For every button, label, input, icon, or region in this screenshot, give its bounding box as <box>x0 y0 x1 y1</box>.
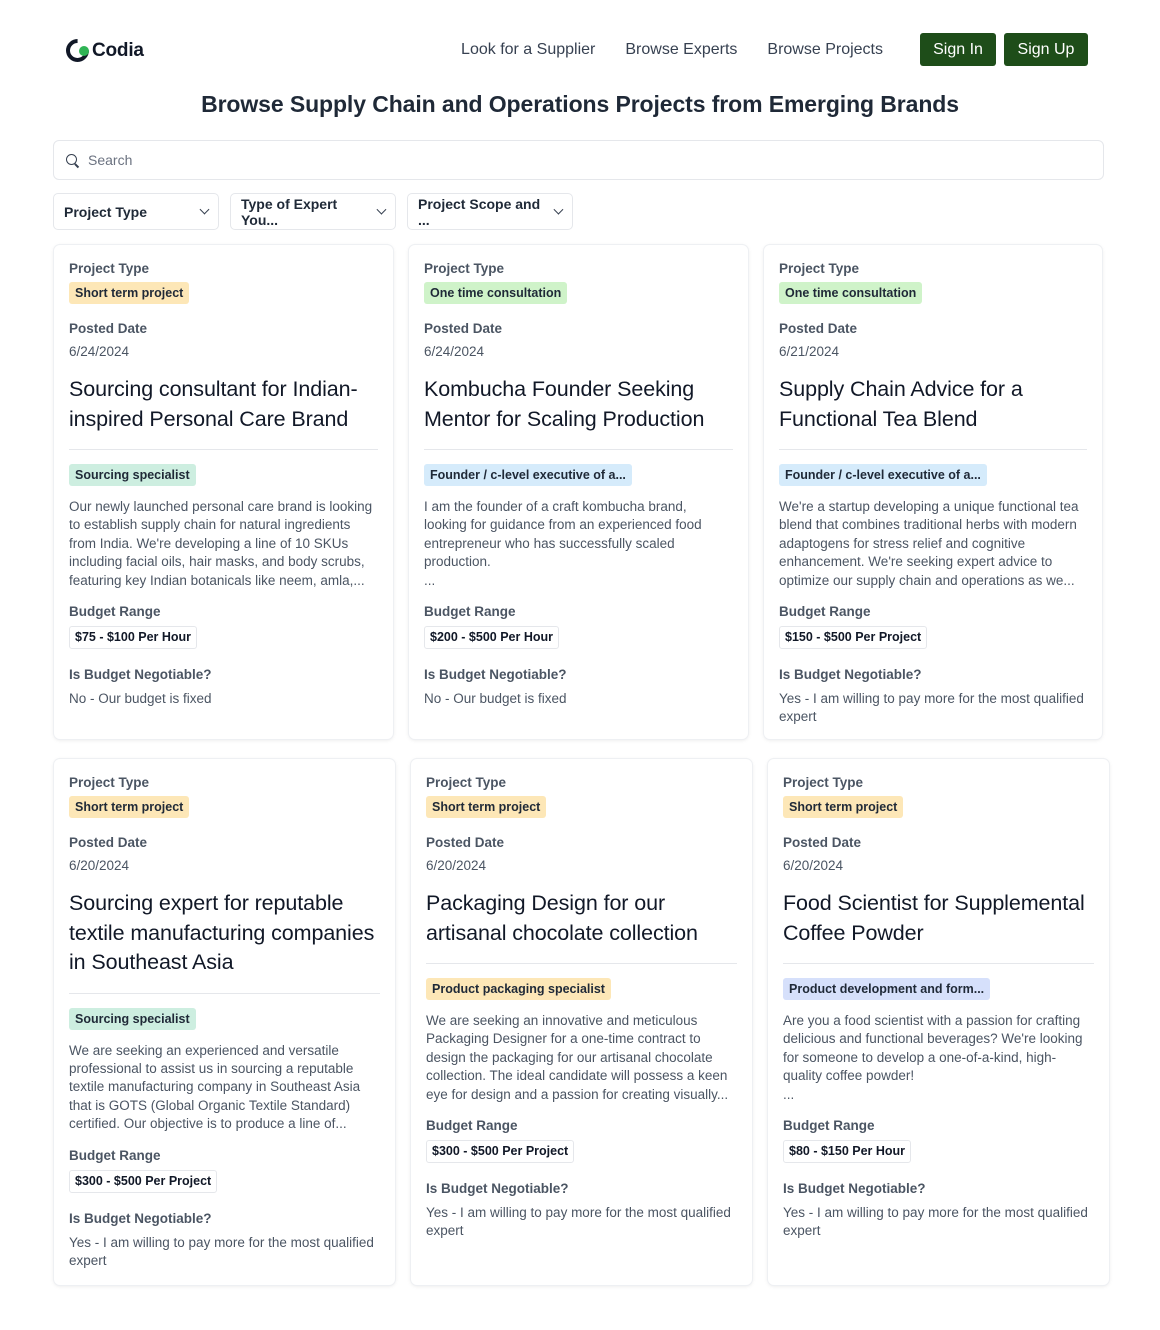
negotiable-label: Is Budget Negotiable? <box>783 1181 926 1197</box>
filter-label: Project Scope and ... <box>418 195 541 228</box>
posted-date-label: Posted Date <box>779 321 858 336</box>
divider <box>783 963 1094 964</box>
budget-range-value: $80 - $150 Per Hour <box>783 1140 911 1163</box>
negotiable-label: Is Budget Negotiable? <box>424 667 567 683</box>
brand-name: Codia <box>92 40 144 61</box>
project-type-badge: Short term project <box>426 796 546 818</box>
project-type-label: Project Type <box>783 775 864 790</box>
specialist-badge: Founder / c-level executive of a... <box>424 464 632 486</box>
project-type-badge: One time consultation <box>779 282 922 304</box>
divider <box>426 963 737 964</box>
budget-range-value: $150 - $500 Per Project <box>779 626 927 649</box>
posted-date: 6/24/2024 <box>424 344 485 359</box>
budget-range-label: Budget Range <box>783 1118 875 1134</box>
filter-label: Type of Expert You... <box>241 195 338 228</box>
project-type-badge: Short term project <box>69 282 189 304</box>
negotiable-value: Yes - I am willing to pay more for the most qualified expert <box>69 1234 374 1268</box>
filter-bar <box>53 193 584 230</box>
chevron-down-icon <box>554 205 564 215</box>
negotiable-value: No - Our budget is fixed <box>69 691 212 707</box>
project-type-label: Project Type <box>426 775 507 790</box>
project-type-badge: Short term project <box>69 796 189 818</box>
chevron-down-icon <box>377 205 387 215</box>
project-type-label: Project Type <box>69 261 150 276</box>
negotiable-value: Yes - I am willing to pay more for the most qualified expert <box>426 1205 731 1239</box>
negotiable-label: Is Budget Negotiable? <box>426 1181 569 1197</box>
specialist-badge: Sourcing specialist <box>69 1008 196 1030</box>
budget-range-label: Budget Range <box>69 1147 161 1163</box>
divider <box>424 449 733 450</box>
posted-date: 6/20/2024 <box>426 858 487 873</box>
posted-date-label: Posted Date <box>426 835 505 850</box>
search-icon <box>66 154 79 167</box>
divider <box>69 993 380 994</box>
sign-up-button[interactable]: Sign Up <box>1004 33 1088 66</box>
negotiable-label: Is Budget Negotiable? <box>69 667 212 683</box>
filter-expert-type[interactable] <box>230 193 396 230</box>
project-description: We are seeking an experienced and versatile professional to assist us in sourcing a reputable textile manufacturing company in Southeast Asia that is GOTS (Global Organic Textile Standard) certified. Our objective is to produce a line of... <box>69 1042 361 1132</box>
specialist-badge: Product packaging specialist <box>426 978 611 1000</box>
project-description: We are seeking an innovative and meticulous Packaging Designer for a one-time contract to design the packaging for our artisanal chocolate collection. The ideal candidate will possess a keen eye for design and a passion for creating visually... <box>426 1013 729 1102</box>
specialist-badge: Sourcing specialist <box>69 464 196 486</box>
divider <box>69 449 378 450</box>
negotiable-value: No - Our budget is fixed <box>424 691 567 707</box>
negotiable-label: Is Budget Negotiable? <box>779 667 922 683</box>
budget-range-label: Budget Range <box>426 1118 518 1134</box>
project-type-label: Project Type <box>69 775 150 790</box>
specialist-badge: Product development and form... <box>783 978 990 1000</box>
project-description: I am the founder of a craft kombucha brand, looking for guidance from an experienced food entrepreneur who has successfully scaled production. ... <box>424 499 702 588</box>
project-type-badge: Short term project <box>783 796 903 818</box>
budget-range-label: Budget Range <box>424 604 516 620</box>
project-type-label: Project Type <box>424 261 505 276</box>
page-title: Browse Supply Chain and Operations Projects from Emerging Brands <box>201 91 959 117</box>
filter-project-scope[interactable] <box>407 193 573 230</box>
project-title[interactable]: Supply Chain Advice for a Functional Tea Blend <box>779 377 1023 431</box>
project-description: We're a startup developing a unique functional tea blend that combines traditional herbs with modern adaptogens for stress relief and cognitive enhancement. We're seeking expert advice to optimize our supply chain and operations as we... <box>779 499 1079 588</box>
project-card[interactable] <box>54 245 393 739</box>
budget-range-label: Budget Range <box>69 604 161 620</box>
sign-in-button[interactable]: Sign In <box>920 33 996 66</box>
budget-range-value: $300 - $500 Per Project <box>426 1140 574 1163</box>
project-description: Are you a food scientist with a passion for crafting delicious and functional beverages? We're looking for someone to develop a one-of-a-kind, high-quality coffee powder! ... <box>783 1013 1083 1102</box>
divider <box>779 449 1087 450</box>
filter-project-type[interactable] <box>53 193 219 230</box>
negotiable-label: Is Budget Negotiable? <box>69 1210 212 1226</box>
negotiable-value: Yes - I am willing to pay more for the most qualified expert <box>783 1205 1088 1239</box>
project-type-label: Project Type <box>779 261 860 276</box>
posted-date-label: Posted Date <box>69 321 148 336</box>
project-card[interactable] <box>54 759 395 1285</box>
posted-date-label: Posted Date <box>424 321 503 336</box>
posted-date-label: Posted Date <box>69 835 148 850</box>
project-card[interactable] <box>409 245 748 739</box>
project-title[interactable]: Kombucha Founder Seeking Mentor for Scaling Production <box>424 377 705 431</box>
project-type-badge: One time consultation <box>424 282 567 304</box>
negotiable-value: Yes - I am willing to pay more for the most qualified expert <box>779 691 1084 725</box>
codia-logo-icon <box>66 39 90 63</box>
top-nav <box>461 33 1088 66</box>
nav-look-for-supplier[interactable]: Look for a Supplier <box>461 41 596 58</box>
project-card[interactable] <box>768 759 1109 1285</box>
search-input[interactable] <box>88 152 988 168</box>
brand-logo[interactable] <box>66 38 144 64</box>
project-card[interactable] <box>411 759 752 1285</box>
posted-date: 6/20/2024 <box>783 858 844 873</box>
nav-browse-experts[interactable]: Browse Experts <box>625 41 738 58</box>
project-title[interactable]: Packaging Design for our artisanal chocolate collection <box>426 891 698 945</box>
nav-browse-projects[interactable]: Browse Projects <box>767 41 883 58</box>
budget-range-label: Budget Range <box>779 604 871 620</box>
budget-range-value: $75 - $100 Per Hour <box>69 626 197 649</box>
project-title[interactable]: Food Scientist for Supplemental Coffee Powder <box>783 891 1085 945</box>
project-title[interactable]: Sourcing consultant for Indian-inspired Personal Care Brand <box>69 377 358 431</box>
project-description: Our newly launched personal care brand is looking to establish supply chain for natural ingredients from India. We're developing a line of 10 SKUs including facial oils, hair masks, and body scrubs, featuring key Indian botanicals like neem, amla,... <box>69 499 373 588</box>
filter-label: Project Type <box>64 203 147 220</box>
project-title[interactable]: Sourcing expert for reputable textile manufacturing companies in Southeast Asia <box>69 891 375 974</box>
posted-date: 6/21/2024 <box>779 344 840 359</box>
budget-range-value: $200 - $500 Per Hour <box>424 626 559 649</box>
specialist-badge: Founder / c-level executive of a... <box>779 464 987 486</box>
chevron-down-icon <box>200 205 210 215</box>
posted-date: 6/20/2024 <box>69 858 130 873</box>
posted-date-label: Posted Date <box>783 835 862 850</box>
budget-range-value: $300 - $500 Per Project <box>69 1170 217 1193</box>
search-bar[interactable] <box>53 140 1104 180</box>
posted-date: 6/24/2024 <box>69 344 130 359</box>
project-card[interactable] <box>764 245 1102 739</box>
